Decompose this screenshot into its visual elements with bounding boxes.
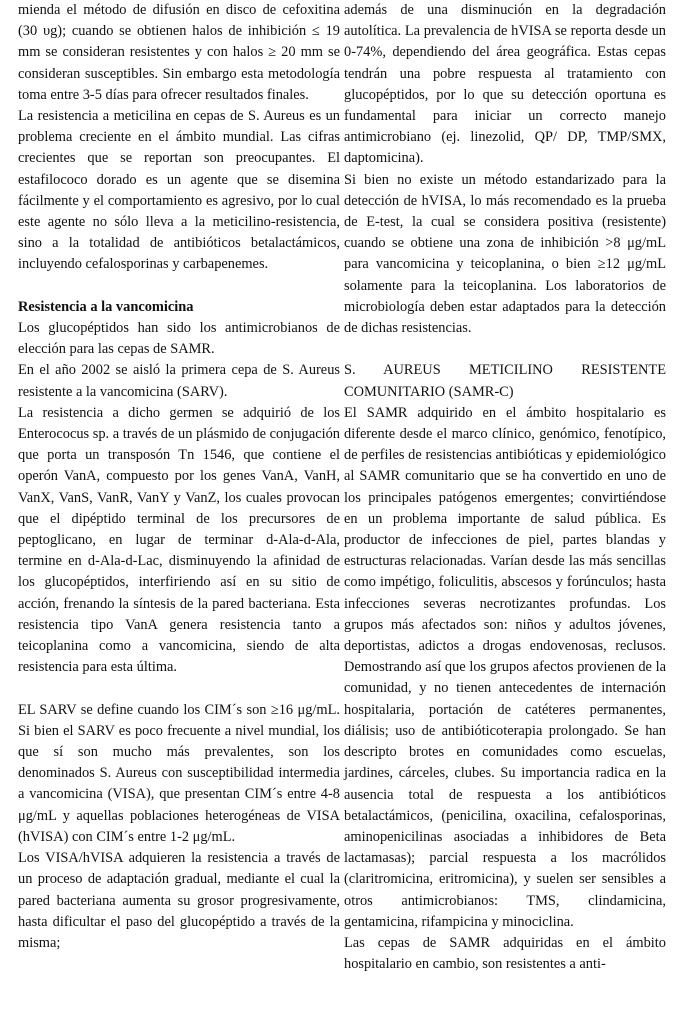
spacer — [344, 339, 666, 360]
section-heading-samr-c: S. AUREUS METICILINO RESISTENTE COMUNITARIO (SAMR-C) — [344, 362, 666, 400]
paragraph: Si bien no existe un método estandarizado para la detección de hVISA, lo más recomendado es la prueba de E-test, la cual se considera positiva (resistente) cuando se obtiene una zona de inhibición >8 μg/mL para vancomicina y teicoplanina, o bien ≥12 μg/mL solamente para la teicoplanina. Los laboratorios de microbiología deben estar adaptados para la detección de dichas resistencias. — [344, 171, 666, 337]
paragraph: En el año 2002 se aisló la primera cepa de S. Aureus resistente a la vancomicina (SARV). — [18, 362, 340, 400]
paragraph: EL SARV se define cuando los CIM´s son ≥16 μg/mL. Si bien el SARV es poco frecuente a nivel mundial, los que sí son mucho más prevalentes, son los denominados S. Aureus con susceptibilidad intermedia a vancomicina (VISA), que presentan CIM´s entre 4-8 μg/mL y aquellas poblaciones heterogéneas de VISA (hVISA) con CIM´s entre 1-2 μg/mL. — [18, 701, 340, 845]
spacer — [18, 678, 340, 699]
left-column — [18, 0, 340, 954]
paragraph: El SAMR adquirido en el ámbito hospitalario es diferente desde el marco clínico, genómico, fenotípico, de perfiles de resistencias antibióticas y epidemiológico al SAMR comunitario que se ha convertido en uno de los principales patógenos emergentes; convirtiéndose en un problema importante de salud pública. Es productor de infecciones de piel, partes blandas y estructuras relacionadas. Varían desde las más sencillas como impétigo, foliculitis, abscesos y forúnculos; hasta infecciones severas necrotizantes profundas. Los grupos más afectados son: niños y adultos jóvenes, deportistas, adictos a drogas endovenosas, reclusos. Demostrando así que los grupos afectos provienen de la comunidad, y no tienen antecedentes de internación hospitalaria, portación de catéteres permanentes, diálisis; uso de antibióticoterapia prolongado. Se han descripto brotes en comunidades como escuelas, jardines, cárceles, clubes. Su importancia radica en la ausencia total de respuesta a los antibióticos betalactámicos, (penicilina, oxacilina, cefalosporinas, aminopenicilinas asociadas a inhibidores de Beta lactamasas); parcial respuesta a los macrólidos (claritromicina, eritromicina), y suelen ser sensibles a otros antimicrobianos: TMS, clindamicina, gentamicina, rifampicina y minociclina. — [344, 404, 666, 930]
paragraph: La resistencia a meticilina en cepas de S. Aureus es un problema creciente en el ámbito mundial. Las cifras crecientes que se reportan son preocupantes. El estafilococo dorado es un agente que se disemina fácilmente y el comportamiento es agresivo, por lo cual este agente no sólo lleva a la meticilino-resistencia, sino a la totalidad de antibióticos betalactámicos, incluyendo cefalosporinas y carbapenemes. — [18, 108, 340, 273]
paragraph: La resistencia a dicho germen se adquirió de los Enterococus sp. a través de un plásmido de conjugación que porta un transposón Tn 1546, que contiene el operón VanA, compuesto por los genes VanA, VanH, VanX, VanS, VanR, VanY y VanZ, los cuales provocan que el dipéptido terminal de los precursores de peptoglicano, en lugar de terminar d-Ala-d-Ala, termine en d-Ala-d-Lac, disminuyendo la afinidad de los glucopéptidos, interfiriendo así en su sitio de acción, frenando la síntesis de la pared bacteriana. Esta resistencia tipo VanA genera resistencia tanto a teicoplanina como a vancomicina, siendo de alta resistencia para esta última. — [18, 404, 340, 676]
paragraph: Los VISA/hVISA adquieren la resistencia a través de un proceso de adaptación gradual, mediante el cual la pared bacteriana aumenta su grosor progresivamente, hasta dificultar el paso del glucopéptido a través de la misma; — [18, 850, 340, 951]
paragraph: Los glucopéptidos han sido los antimicrobianos de elección para las cepas de SAMR. — [18, 320, 340, 358]
spacer — [18, 276, 340, 297]
paragraph: Las cepas de SAMR adquiridas en el ámbito hospitalario en cambio, son resistentes a anti- — [344, 934, 666, 973]
paragraph: mienda el método de difusión en disco de cefoxitina (30 υg); cuando se obtienen halos de inhibición ≤ 19 mm se consideran resistentes y con halos ≥ 20 mm se consideran susceptibles. Sin embargo esta metodología toma entre 3-5 días para ofrecer resultados finales. — [18, 2, 340, 103]
paragraph: además de una disminución en la degradación autolítica. La prevalencia de hVISA se reporta desde un 0-74%, dependiendo del área geográfica. Estas cepas tendrán una pobre respuesta al tratamiento con glucopéptidos, por lo que su detección oportuna es fundamental para iniciar un correcto manejo antimicrobiano (ej. linezolid, QP/ DP, TMP/SMX, daptomicina). — [344, 2, 666, 167]
right-column — [344, 0, 666, 975]
section-heading-vancomicina: Resistencia a la vancomicina — [18, 298, 194, 315]
